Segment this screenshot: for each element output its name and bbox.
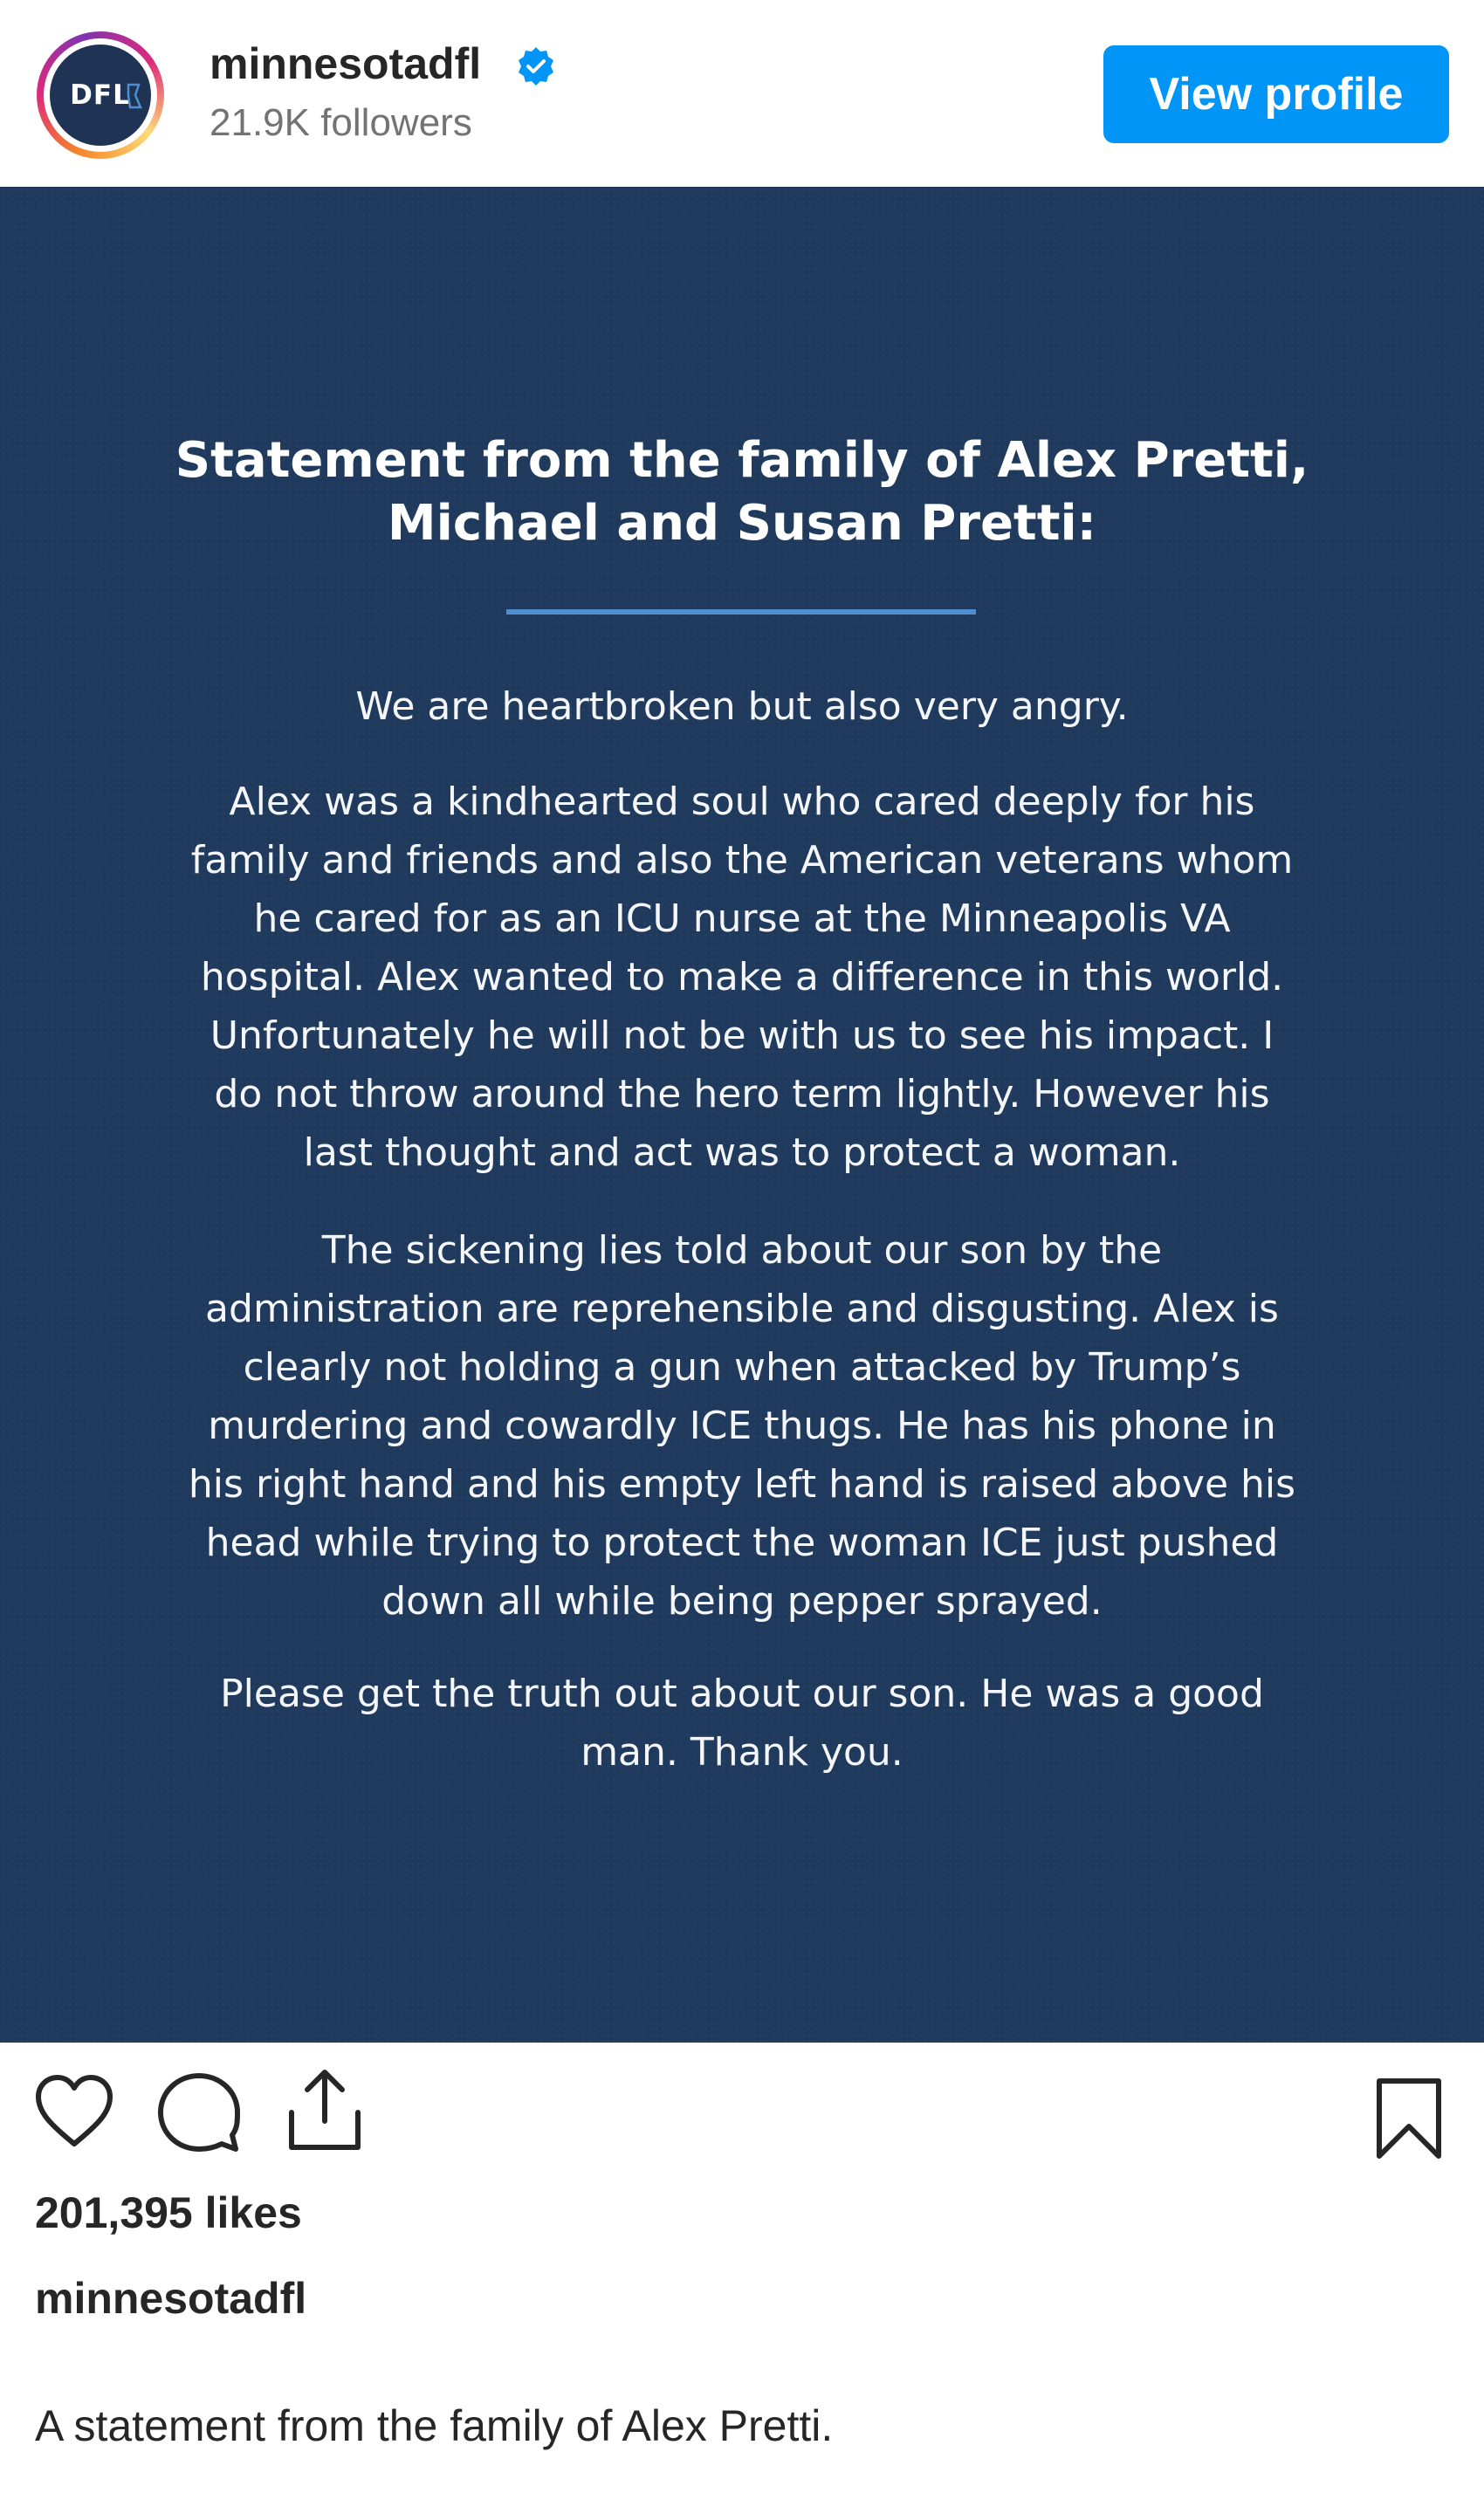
heart-icon[interactable] [33, 2071, 115, 2153]
comment-icon[interactable] [157, 2071, 241, 2154]
action-bar [0, 2043, 1484, 2182]
statement-title: Statement from the family of Alex Pretti, Michael and Susan Pretti: [175, 432, 1309, 552]
avatar[interactable] [37, 31, 164, 159]
like-count[interactable]: 201,395 likes [35, 2188, 302, 2237]
caption-username[interactable]: minnesotadfl [35, 2274, 307, 2323]
post-image[interactable] [0, 187, 1484, 2043]
post-header [0, 0, 1484, 187]
share-icon[interactable] [283, 2067, 367, 2154]
title-divider [506, 609, 976, 615]
statement-paragraph: We are heartbroken but also very angry. [355, 684, 1129, 729]
follower-count: 21.9K followers [210, 101, 472, 144]
avatar-border [44, 38, 157, 152]
dfl-logo [50, 45, 151, 146]
statement-paragraph: Please get the truth out about our son. He was a good man. Thank you. [220, 1672, 1264, 1775]
minnesota-star-icon [127, 83, 142, 109]
statement-paragraph: Alex was a kindhearted soul who cared deeply for his family and friends and also the American veterans whom he cared for as an ICU nurse at the Minneapolis VA hospital. Alex wanted to make a difference in this world. Unfortunately he will not be with us to see his impact. I do not throw around the hero term lightly. However his last thought and act was to protect a woman. [190, 779, 1294, 1175]
username[interactable]: minnesotadfl [210, 39, 482, 88]
verified-badge-icon [515, 45, 557, 87]
caption-text: A statement from the family of Alex Pretti. [35, 2401, 834, 2450]
avatar-text: DFL [70, 79, 131, 111]
bookmark-icon[interactable] [1374, 2076, 1444, 2161]
view-profile-button[interactable]: View profile [1103, 45, 1449, 143]
statement-paragraph: The sickening lies told about our son by the administration are reprehensible and disgusting. Alex is clearly not holding a gun when attacked by Trump’s murdering and cowardly ICE thugs. He has his phone in his right hand and his empty left hand is raised above his head while trying to protect the woman ICE just pushed down all while being pepper sprayed. [188, 1228, 1296, 1624]
